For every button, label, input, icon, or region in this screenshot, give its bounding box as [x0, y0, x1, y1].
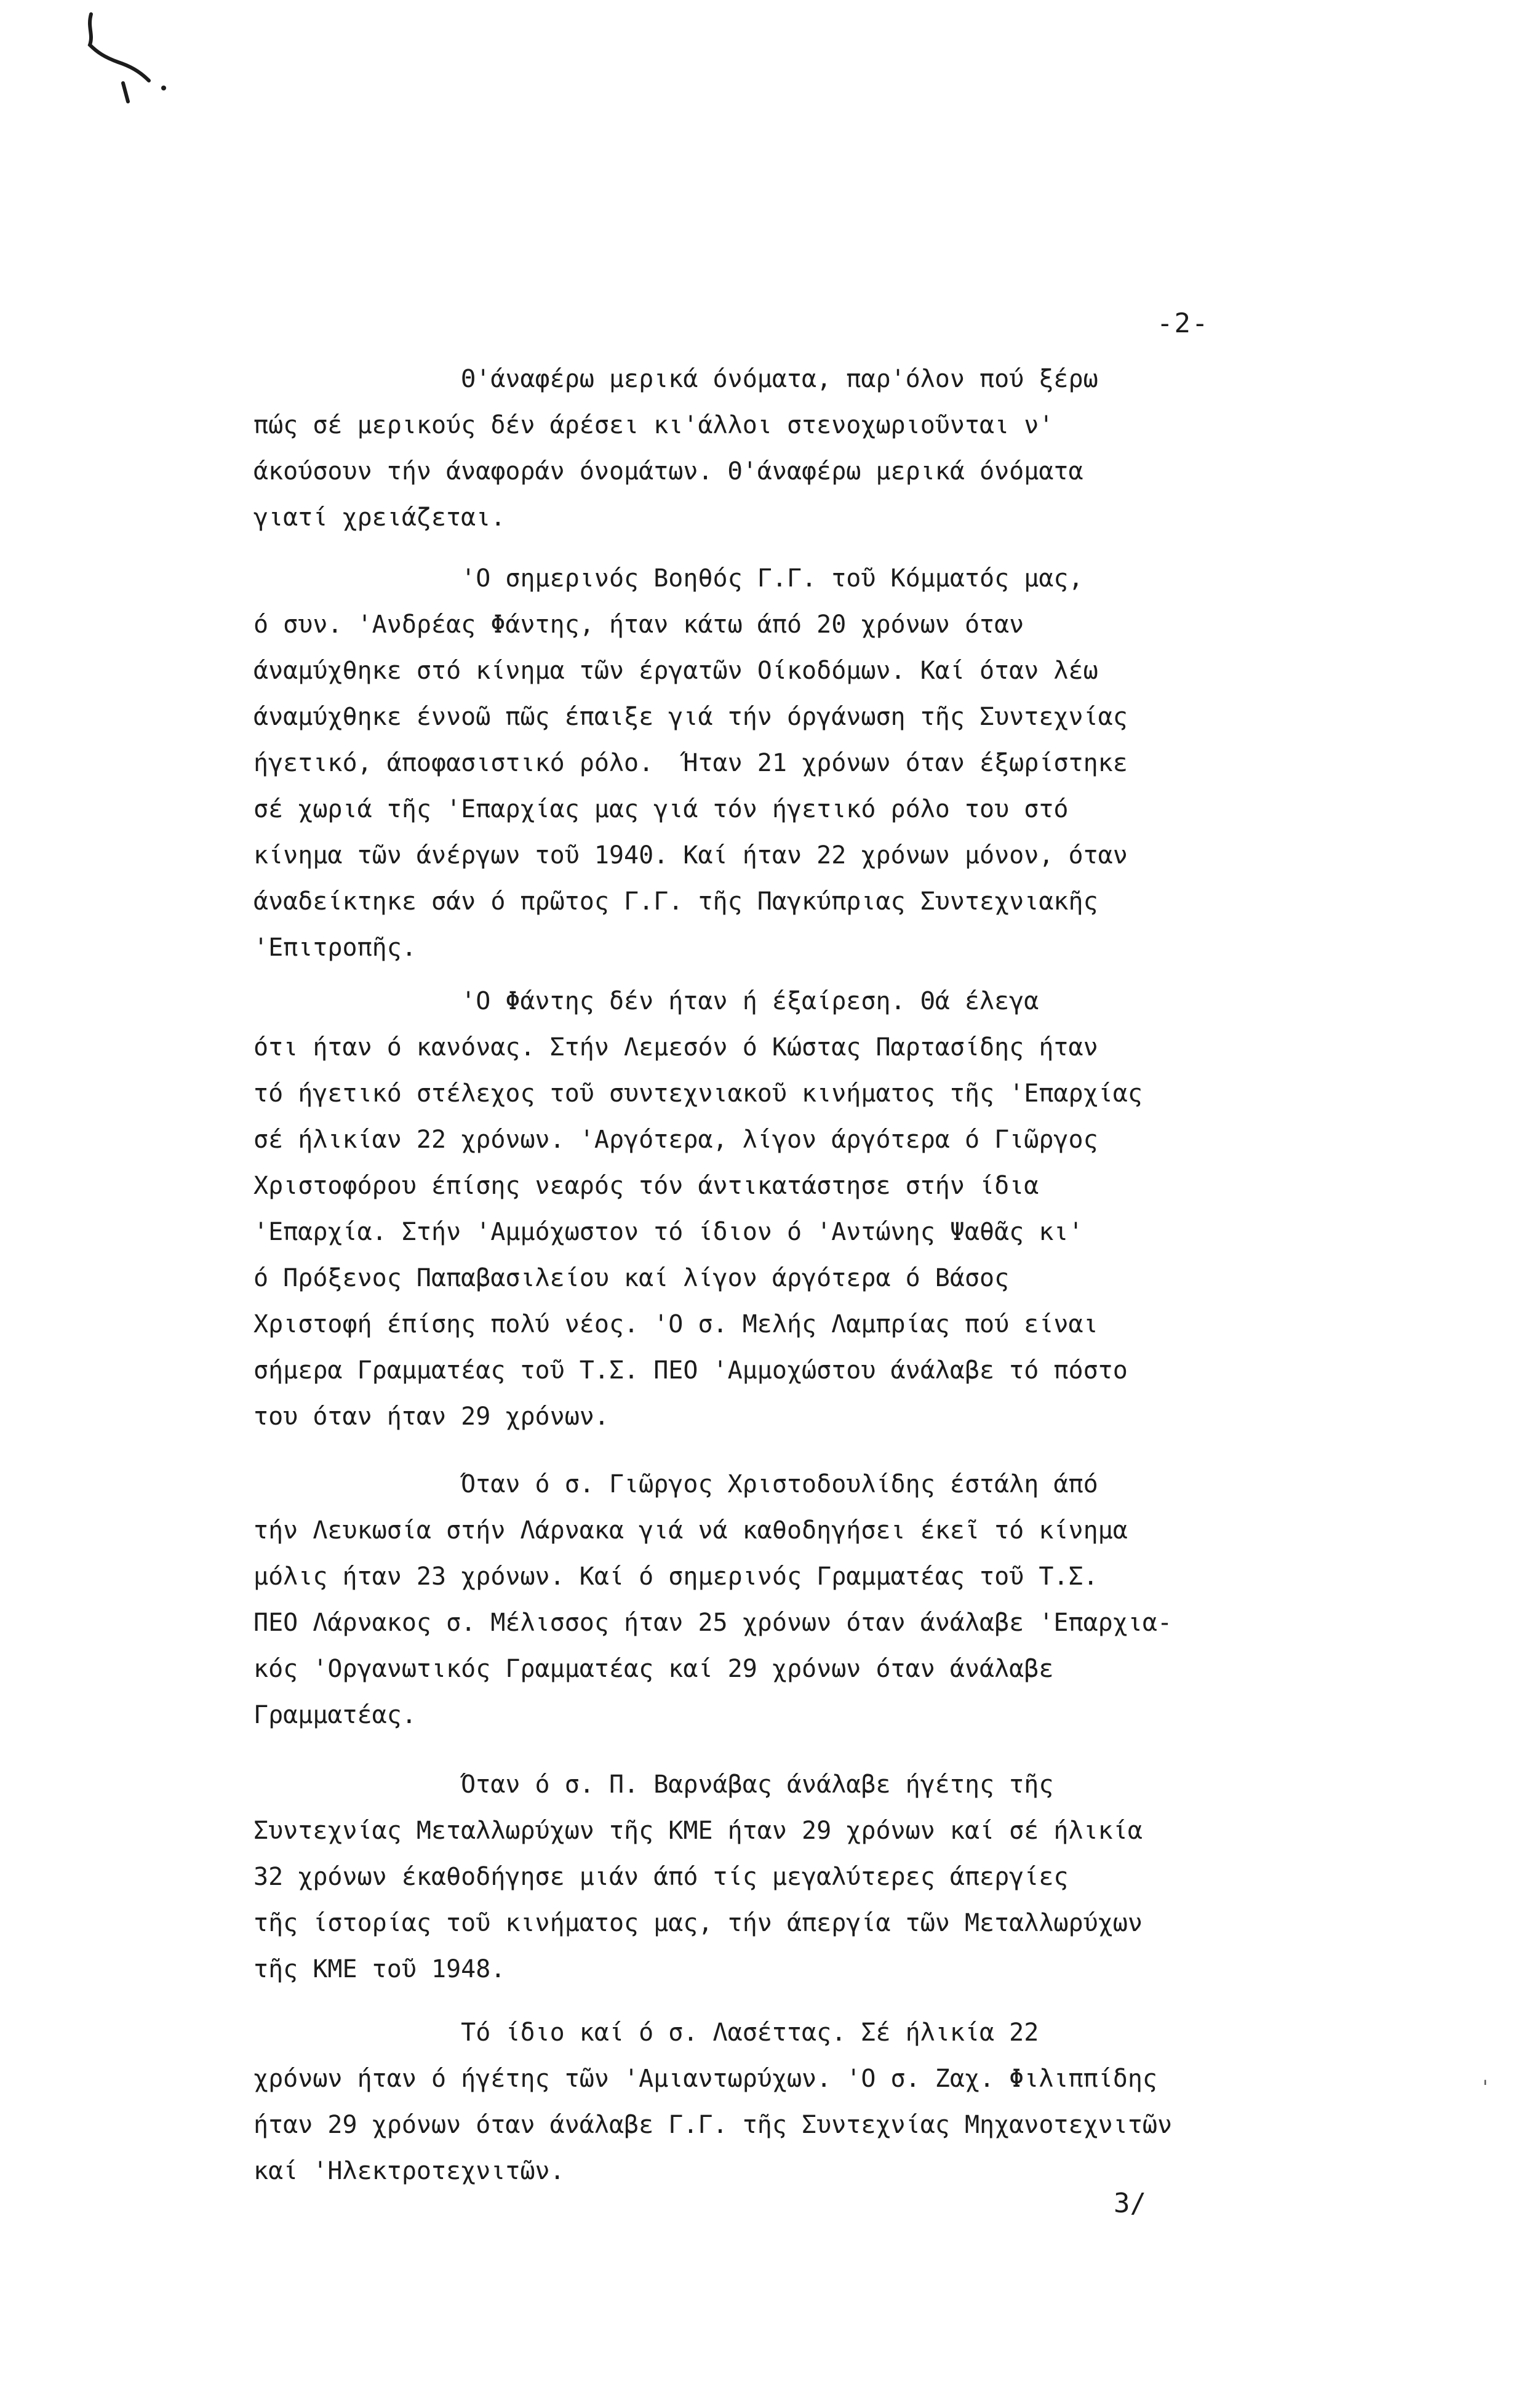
page-number: -2- [1157, 308, 1210, 339]
text-line: γιατί χρειάζεται. [253, 503, 506, 532]
corner-scribble-mark [80, 9, 172, 108]
text-line: άναμύχθηκε στό κίνημα τῶν έργατῶν Οίκοδόμων. Καί όταν λέω [253, 657, 1098, 685]
text-line: κίνημα τῶν άνέργων τοῦ 1940. Καί ήταν 22 χρόνων μόνον, όταν [253, 841, 1128, 870]
text-line: 'Ο σημερινός Βοηθός Γ.Γ. τοῦ Κόμματός μας, [253, 564, 1083, 593]
text-line: Τό ίδιο καί ό σ. Λασέττας. Σέ ήλικία 22 [253, 2018, 1039, 2047]
text-line: Γραμματέας. [253, 1701, 417, 1729]
text-line: άκούσουν τήν άναφοράν όνομάτων. Θ'άναφέρω μερικά όνόματα [253, 457, 1083, 486]
text-line: 32 χρόνων έκαθοδήγησε μιάν άπό τίς μεγαλύτερες άπεργίες [253, 1863, 1069, 1891]
text-line: καί 'Ηλεκτροτεχνιτῶν. [253, 2157, 565, 2185]
continuation-marker: 3/ [1114, 2188, 1146, 2219]
text-line: κός 'Οργανωτικός Γραμματέας καί 29 χρόνων όταν άνάλαβε [253, 1655, 1054, 1683]
text-line: άναδείκτηκε σάν ό πρῶτος Γ.Γ. τῆς Παγκύπριας Συντεχνιακῆς [253, 887, 1098, 916]
text-line: σέ χωριά τῆς 'Επαρχίας μας γιά τόν ήγετικό ρόλο του στό [253, 795, 1069, 823]
text-line: σήμερα Γραμματέας τοῦ Τ.Σ. ΠΕΟ 'Αμμοχώστου άνάλαβε τό πόστο [253, 1356, 1128, 1385]
text-line: Όταν ό σ. Γιῶργος Χριστοδουλίδης έστάλη άπό [253, 1470, 1098, 1498]
text-line: σέ ήλικίαν 22 χρόνων. 'Αργότερα, λίγον άργότερα ό Γιῶργος [253, 1126, 1098, 1154]
text-line: τῆς ΚΜΕ τοῦ 1948. [253, 1955, 506, 1983]
text-line: ό συν. 'Ανδρέας Φάντης, ήταν κάτω άπό 20 χρόνων όταν [253, 610, 1024, 639]
text-line: Όταν ό σ. Π. Βαρνάβας άνάλαβε ήγέτης τῆς [253, 1770, 1054, 1799]
text-line: πώς σέ μερικούς δέν άρέσει κι'άλλοι στενοχωριοῦνται ν' [253, 411, 1054, 439]
text-line: τῆς ίστορίας τοῦ κινήματος μας, τήν άπεργία τῶν Μεταλλωρύχων [253, 1909, 1143, 1937]
text-line: 'Ο Φάντης δέν ήταν ή έξαίρεση. Θά έλεγα [253, 987, 1039, 1015]
text-line: Θ'άναφέρω μερικά όνόματα, παρ'όλον πού ξέρω [253, 365, 1098, 393]
text-line: του όταν ήταν 29 χρόνων. [253, 1402, 609, 1431]
text-line: τό ήγετικό στέλεχος τοῦ συντεχνιακοῦ κινήματος τῆς 'Επαρχίας [253, 1079, 1143, 1108]
text-line: ότι ήταν ό κανόνας. Στήν Λεμεσόν ό Κώστας Παρτασίδης ήταν [253, 1033, 1098, 1062]
text-line: 'Επιτροπῆς. [253, 934, 417, 962]
text-line: ήταν 29 χρόνων όταν άνάλαβε Γ.Γ. τῆς Συντεχνίας Μηχανοτεχνιτῶν [253, 2111, 1173, 2139]
text-line: Χριστοφή έπίσης πολύ νέος. 'Ο σ. Μελής Λαμπρίας πού είναι [253, 1310, 1098, 1338]
text-line: Συντεχνίας Μεταλλωρύχων τῆς ΚΜΕ ήταν 29 χρόνων καί σέ ήλικία [253, 1817, 1143, 1845]
text-line: 'Επαρχία. Στήν 'Αμμόχωστον τό ίδιον ό 'Αντώνης Ψαθᾶς κι' [253, 1218, 1083, 1246]
text-line: χρόνων ήταν ό ήγέτης τῶν 'Αμιαντωρύχων. 'Ο σ. Ζαχ. Φιλιππίδης [253, 2065, 1158, 2093]
text-line: ό Πρόξενος Παπαβασιλείου καί λίγον άργότερα ό Βάσος [253, 1264, 1010, 1292]
margin-mark: ' [1480, 2077, 1491, 2098]
text-line: άναμύχθηκε έννοῶ πῶς έπαιξε γιά τήν όργάνωση τῆς Συντεχνίας [253, 703, 1128, 731]
text-line: Χριστοφόρου έπίσης νεαρός τόν άντικατάστησε στήν ίδια [253, 1172, 1039, 1200]
text-line: τήν Λευκωσία στήν Λάρνακα γιά νά καθοδηγήσει έκεῖ τό κίνημα [253, 1516, 1128, 1545]
text-line: μόλις ήταν 23 χρόνων. Καί ό σημερινός Γραμματέας τοῦ Τ.Σ. [253, 1562, 1098, 1591]
text-line: ήγετικό, άποφασιστικό ρόλο. Ήταν 21 χρόνων όταν έξωρίστηκε [253, 749, 1128, 777]
text-line: ΠΕΟ Λάρνακος σ. Μέλισσος ήταν 25 χρόνων όταν άνάλαβε 'Επαρχια- [253, 1609, 1173, 1637]
